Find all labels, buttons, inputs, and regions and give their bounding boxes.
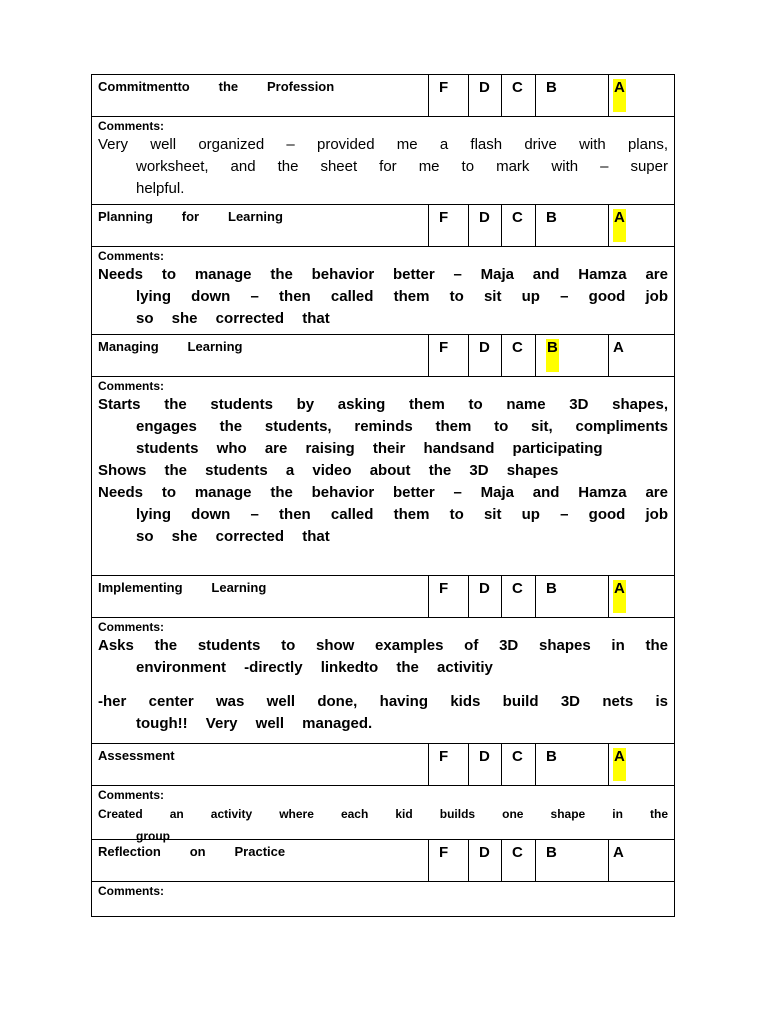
grade-cell-b [536,576,609,617]
grade-label: A [613,339,624,356]
grade-label: B [546,580,557,597]
grade-label: D [479,209,490,226]
grade-label: B [546,209,557,226]
comments-block [92,618,674,744]
grade-label: A [613,844,624,861]
grade-label: F [439,748,449,765]
grade-label: B [546,79,557,96]
grade-cell-b [536,840,609,881]
grade-cell-b [536,744,609,785]
comment-text: Created an activity where each kid builds one shape in the group [98,807,668,843]
section-title: Assessment [92,744,429,785]
comments-block [92,117,674,205]
comments-label: Comments: [98,119,165,133]
grade-label: A [613,79,626,112]
grade-cell-f [429,840,469,881]
grade-cell-b [536,205,609,246]
grade-cell-b [536,335,609,376]
evaluation-form [91,74,675,917]
comments-label: Comments: [98,884,165,898]
grade-cell-c [502,744,536,785]
section-title: Reflection on Practice [92,840,429,881]
grade-cell-a [609,744,674,785]
grade-label: D [479,580,490,597]
grade-label: D [479,79,490,96]
grade-label: B [546,748,557,765]
comments-label: Comments: [98,249,165,263]
grade-label: A [613,209,626,242]
section-header [92,335,674,377]
grade-label: D [479,339,490,356]
grade-cell-f [429,744,469,785]
grade-cell-d [469,205,502,246]
grade-label: F [439,339,449,356]
comment-text: Needs to manage the behavior better – Maja and Hamza are lying down – then called them to sit up – good job so she corrected that [98,266,668,327]
grade-cell-a [609,335,674,376]
grade-cell-a [609,205,674,246]
comments-label: Comments: [98,788,165,802]
comment-text: Starts the students by asking them to name 3D shapes, engages the students, reminds them to sit, compliments students who are raising their handsand participating [98,396,668,457]
grade-label: B [546,844,557,861]
grade-label: D [479,844,490,861]
section-title: Managing Learning [92,335,429,376]
grade-cell-c [502,335,536,376]
grade-cell-f [429,335,469,376]
grade-label: C [512,748,523,765]
grade-cell-f [429,75,469,116]
grade-cell-d [469,335,502,376]
grade-cell-a [609,75,674,116]
grade-cell-a [609,576,674,617]
grade-label: A [613,748,626,781]
grade-label: C [512,339,523,356]
grade-label: B [546,339,559,372]
grade-label: D [479,748,490,765]
grade-cell-d [469,576,502,617]
grade-label: C [512,580,523,597]
section-header [92,744,674,786]
grade-label: F [439,580,449,597]
grade-cell-d [469,840,502,881]
section-header [92,840,674,882]
grade-label: C [512,209,523,226]
comment-text: -her center was well done, having kids build 3D nets is tough!! Very well managed. [98,693,668,732]
grade-label: F [439,79,449,96]
grade-cell-c [502,75,536,116]
section-title: Implementing Learning [92,576,429,617]
comments-block [92,247,674,335]
comments-block [92,786,674,843]
section-header [92,75,674,117]
comment-text: Asks the students to show examples of 3D shapes in the environment -directly linkedto the activitiy [98,637,668,676]
grade-cell-d [469,75,502,116]
grade-cell-f [429,205,469,246]
comments-label: Comments: [98,379,165,393]
grade-label: C [512,844,523,861]
grade-cell-a [609,840,674,881]
grade-label: C [512,79,523,96]
section-header [92,205,674,247]
comments-block [92,377,674,576]
grade-cell-f [429,576,469,617]
grade-cell-c [502,205,536,246]
grade-cell-d [469,744,502,785]
grade-label: F [439,844,449,861]
grade-cell-c [502,840,536,881]
comments-label: Comments: [98,620,165,634]
grade-label: A [613,580,626,613]
grade-cell-b [536,75,609,116]
comment-text: Needs to manage the behavior better – Maja and Hamza are lying down – then called them to sit up – good job so she corrected that [98,484,668,545]
comment-text: Shows the students a video about the 3D shapes [98,462,559,479]
section-title: Commitmentto the Profession [92,75,429,116]
section-title: Planning for Learning [92,205,429,246]
section-header [92,576,674,618]
comments-block [92,882,674,916]
grade-cell-c [502,576,536,617]
comment-text: Very well organized – provided me a flash drive with plans, worksheet, and the sheet for me to mark with – super helpful. [98,136,668,197]
grade-label: F [439,209,449,226]
